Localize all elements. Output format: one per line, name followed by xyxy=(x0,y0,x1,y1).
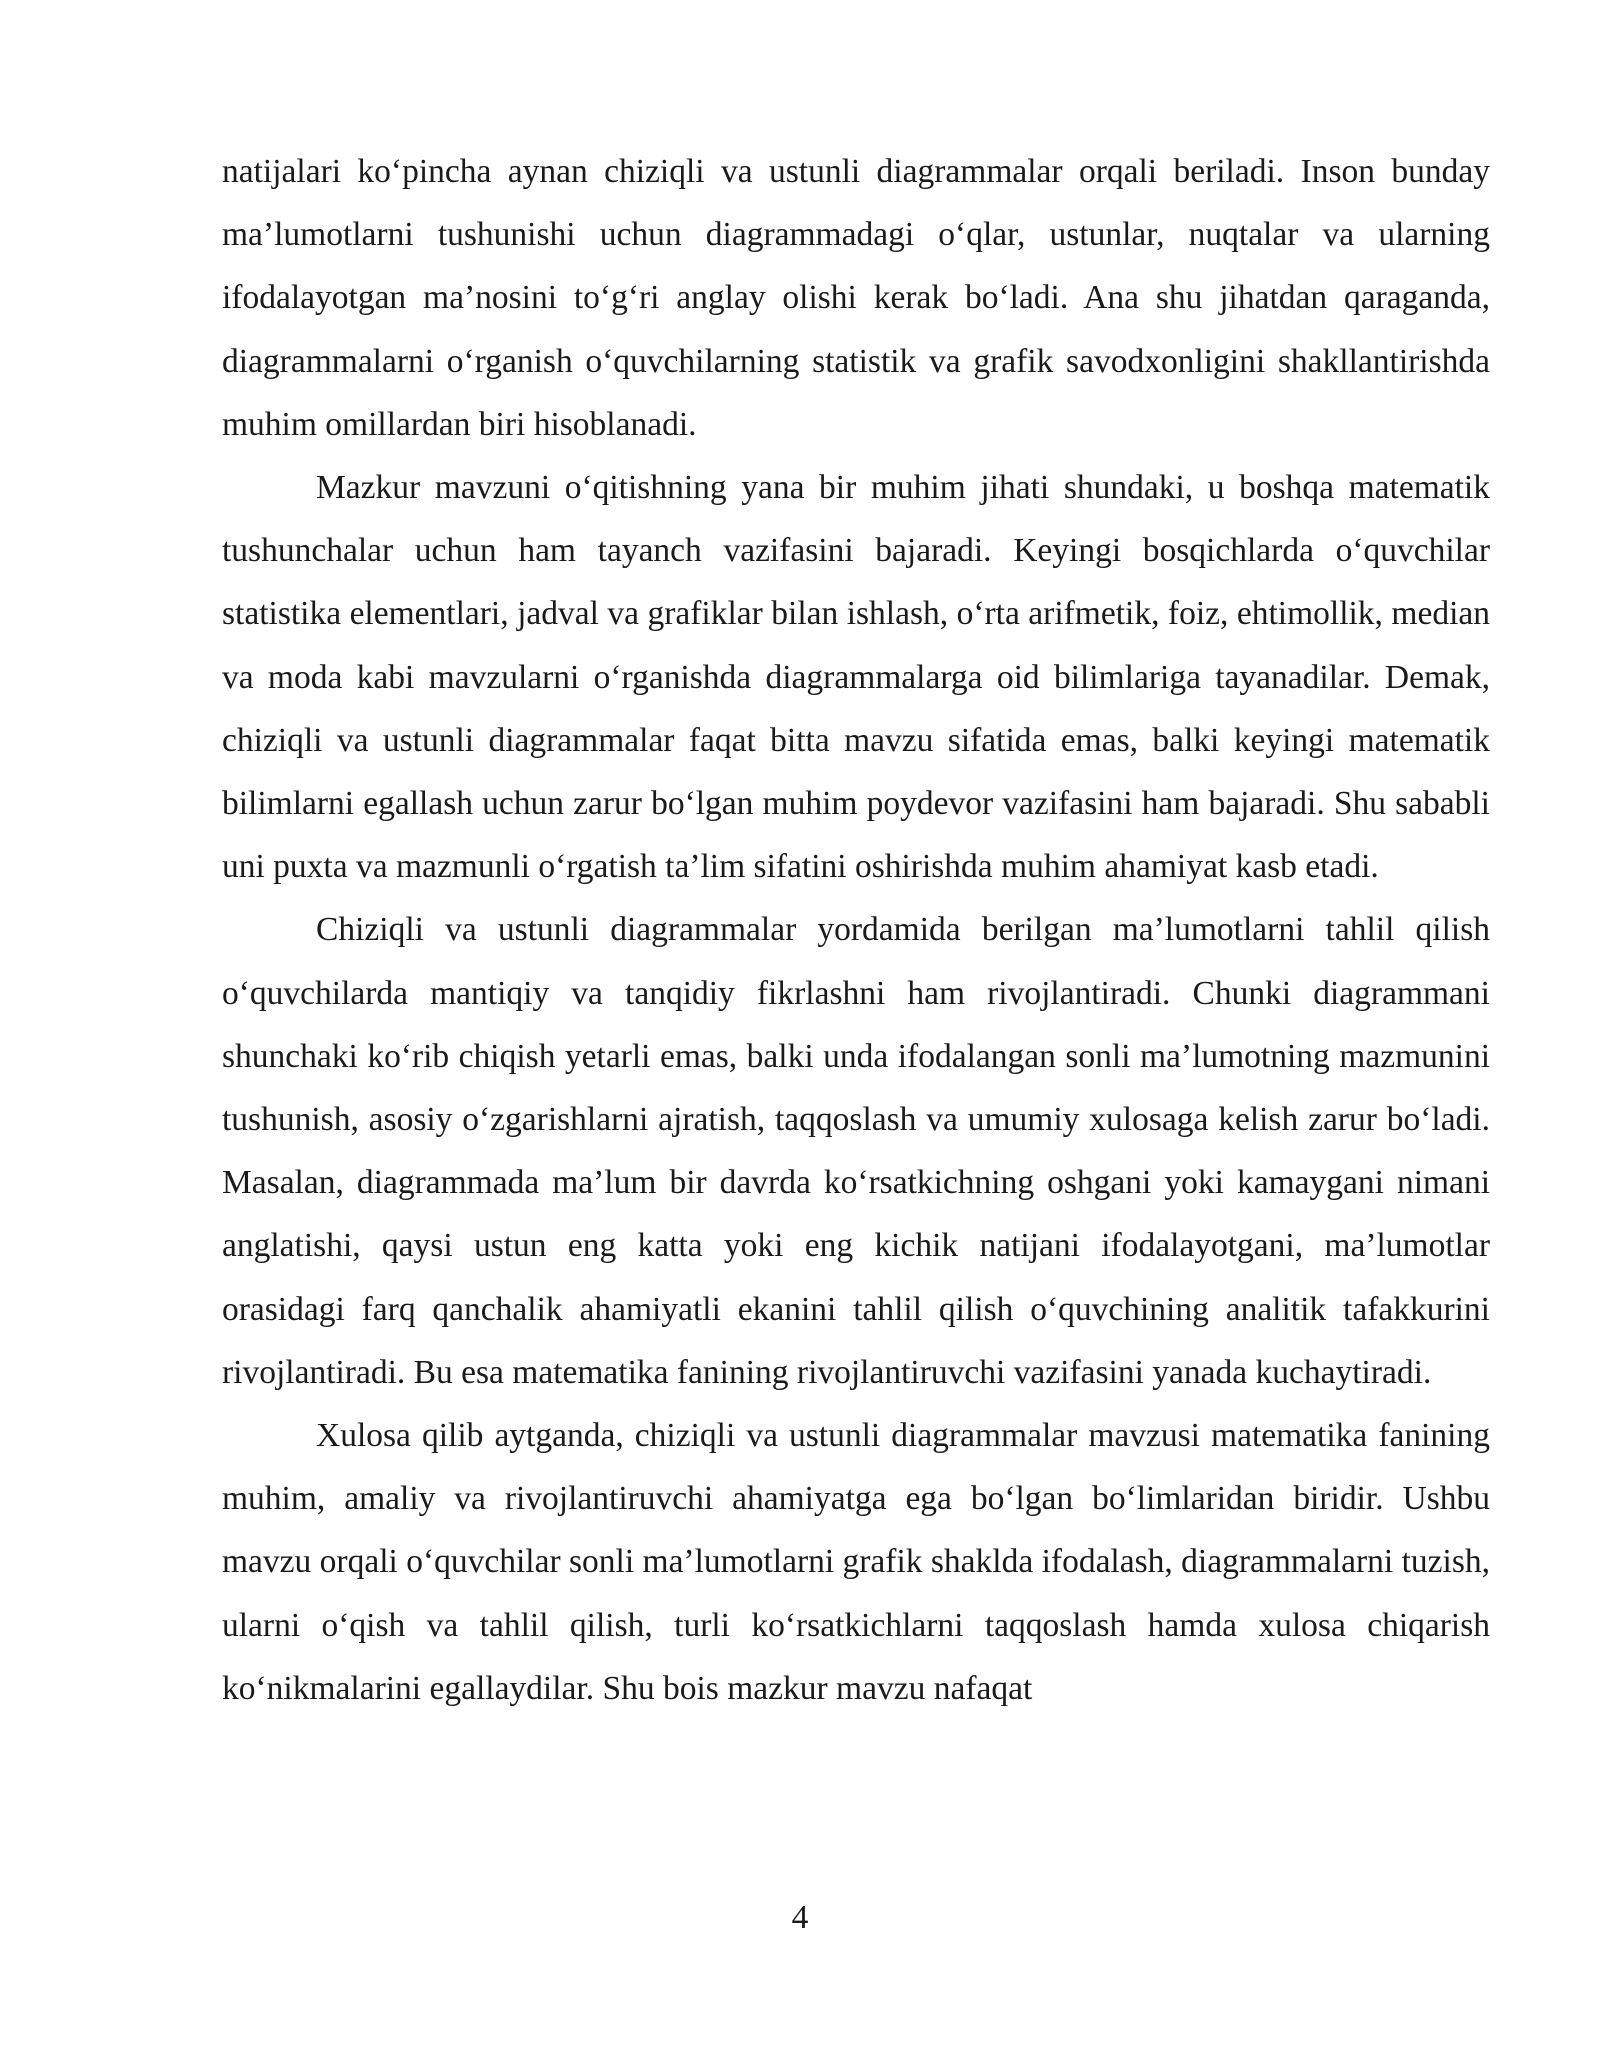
paragraph: Chiziqli va ustunli diagrammalar yordamida berilgan ma’lumotlarni tahlil qilish o‘quvchilarda mantiqiy va tanqidiy fikrlashni ham rivojlantiradi. Chunki diagrammani shunchaki ko‘rib chiqish yetarli emas, balki unda ifodalangan sonli ma’lumotning mazmunini tushunish, asosiy o‘zgarishlarni ajratish, taqqoslash va umumiy xulosaga kelish zarur bo‘ladi. Masalan, diagrammada ma’lum bir davrda ko‘rsatkichning oshgani yoki kamaygani nimani anglatishi, qaysi ustun eng katta yoki eng kichik natijani ifodalayotgani, ma’lumotlar orasidagi farq qanchalik ahamiyatli ekanini tahlil qilish o‘quvchining analitik tafakkurini rivojlantiradi. Bu esa matematika fanining rivojlantiruvchi vazifasini yanada kuchaytiradi. xyxy=(222,911,1490,1391)
paragraph: Mazkur mavzuni o‘qitishning yana bir muhim jihati shundaki, u boshqa matematik tushunchalar uchun ham tayanch vazifasini bajaradi. Keyingi bosqichlarda o‘quvchilar statistika elementlari, jadval va grafiklar bilan ishlash, o‘rta arifmetik, foiz, ehtimollik, median va moda kabi mavzularni o‘rganishda diagrammalarga oid bilimlariga tayanadilar. Demak, chiziqli va ustunli diagrammalar faqat bitta mavzu sifatida emas, balki keyingi matematik bilimlarni egallash uchun zarur bo‘lgan muhim poydevor vazifasini ham bajaradi. Shu sababli uni puxta va mazmunli o‘rgatish ta’lim sifatini oshirishda muhim ahamiyat kasb etadi. xyxy=(222,469,1490,886)
body-text xyxy=(222,140,1490,1720)
paragraph: Xulosa qilib aytganda, chiziqli va ustunli diagrammalar mavzusi matematika fanining muhim, amaliy va rivojlantiruvchi ahamiyatga ega bo‘lgan bo‘limlaridan biridir. Ushbu mavzu orqali o‘quvchilar sonli ma’lumotlarni grafik shaklda ifodalash, diagrammalarni tuzish, ularni o‘qish va tahlil qilish, turli ko‘rsatkichlarni taqqoslash hamda xulosa chiqarish ko‘nikmalarini egallaydilar. Shu bois mazkur mavzu nafaqat xyxy=(222,1417,1490,1707)
page-number: 4 xyxy=(791,1899,809,1936)
paragraph-continuation: natijalari ko‘pincha aynan chiziqli va ustunli diagrammalar orqali beriladi. Inson bunday ma’lumotlarni tushunishi uchun diagrammadagi o‘qlar, ustunlar, nuqtalar va ularning ifodalayotgan ma’nosini to‘g‘ri anglay olishi kerak bo‘ladi. Ana shu jihatdan qaraganda, diagrammalarni o‘rganish o‘quvchilarning statistik va grafik savodxonligini shakllantirishda muhim omillardan biri hisoblanadi. xyxy=(222,153,1490,443)
